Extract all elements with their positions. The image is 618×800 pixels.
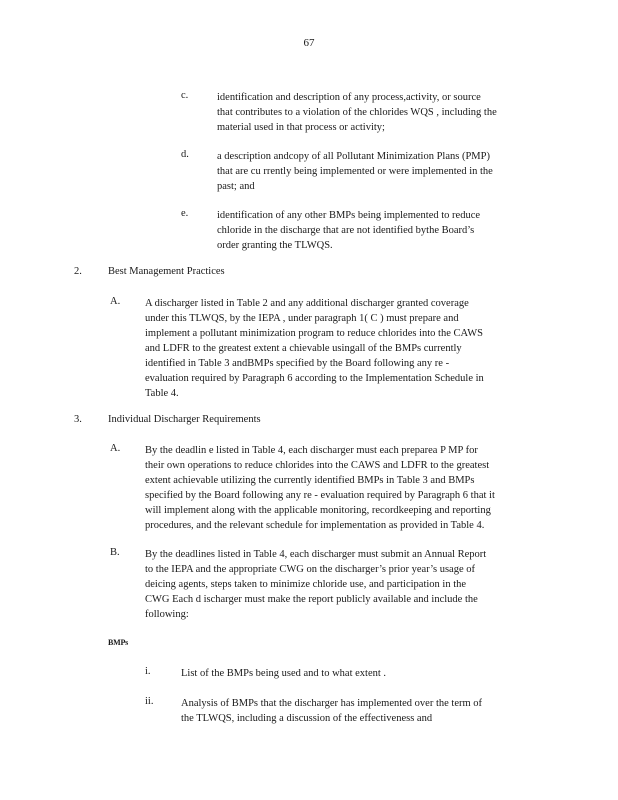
section-3-A-text <box>145 443 495 533</box>
item-marker-e: e. <box>181 208 189 219</box>
page-number: 67 <box>303 37 315 49</box>
text-line: Table 4. <box>145 388 179 399</box>
section-3-B-marker: B. <box>110 547 120 558</box>
text-line: the TLWQS, including a discussion of the effectiveness and <box>181 713 433 724</box>
text-line: will implement along with the applicable monitoring, recordkeeping and reporting <box>145 505 491 516</box>
section-3-B-text <box>145 547 486 622</box>
text-line: identification and description of any process,activity, or source <box>217 92 481 103</box>
text-line: CWG Each d ischarger must make the report publicly available and include the <box>145 594 478 605</box>
text-line: List of the BMPs being used and to what extent . <box>181 668 387 679</box>
item-marker-d: d. <box>181 149 189 160</box>
section-2-title: Best Management Practices <box>108 266 225 277</box>
section-2-number: 2. <box>74 266 82 277</box>
text-line: evaluation required by Paragraph 6 according to the Implementation Schedule in <box>145 373 484 384</box>
section-3-number: 3. <box>74 414 82 425</box>
text-line: implement a pollutant minimization program to reduce chlorides into the CAWS <box>145 328 483 339</box>
text-line: that contributes to a violation of the chlorides WQS , including the <box>217 107 497 118</box>
text-line: material used in that process or activity; <box>217 122 385 133</box>
item-marker-c: c. <box>181 90 189 101</box>
text-line: A discharger listed in Table 2 and any additional discharger granted coverage <box>145 298 469 309</box>
text-line: identified in Table 3 andBMPs specified by the Board following any re - <box>145 358 450 369</box>
text-line: extent achievable utilizing the currently identified BMPs in Table 3 and BMPs <box>145 475 475 486</box>
roman-item-marker-i: i. <box>145 666 151 677</box>
section-2-A-marker: A. <box>110 296 121 307</box>
text-line: a description andcopy of all Pollutant Minimization Plans (PMP) <box>217 151 490 162</box>
text-line: By the deadlin e listed in Table 4, each discharger must each preparea P MP for <box>145 445 478 456</box>
section-2-A-text <box>145 296 484 401</box>
bmps-label: BMPs <box>108 638 129 647</box>
text-line: and LDFR to the greatest extent a chievable usingall of the BMPs currently <box>145 343 462 354</box>
text-line: order granting the TLWQS. <box>217 240 333 251</box>
text-line: specified by the Board following any re - evaluation required by Paragraph 6 that it <box>145 490 495 501</box>
text-line: chloride in the discharge that are not identified bythe Board’s <box>217 225 475 236</box>
text-line: deicing agents, steps taken to minimize chloride use, and participation in the <box>145 579 467 590</box>
text-line: to the IEPA and the appropriate CWG on the discharger’s prior year’s usage of <box>145 564 475 575</box>
text-line: under this TLWQS, by the IEPA , under paragraph 1( C ) must prepare and <box>145 313 459 324</box>
roman-item-ii-text <box>181 696 482 726</box>
text-line: that are cu rrently being implemented or were implemented in the <box>217 166 493 177</box>
text-line: procedures, and the relevant schedule for implementation as provided in Table 4. <box>145 520 485 531</box>
section-3-A-marker: A. <box>110 443 121 454</box>
text-line: identification of any other BMPs being implemented to reduce <box>217 210 481 221</box>
item-d-text <box>217 149 493 194</box>
item-c-text <box>217 90 497 135</box>
roman-item-marker-ii: ii. <box>145 696 154 707</box>
text-line: Analysis of BMPs that the discharger has implemented over the term of <box>181 698 483 709</box>
text-line: past; and <box>217 181 255 192</box>
item-e-text <box>217 208 480 253</box>
text-line: following: <box>145 609 189 620</box>
section-3-title: Individual Discharger Requirements <box>108 414 261 425</box>
text-line: their own operations to reduce chlorides into the CAWS and LDFR to the greatest <box>145 460 490 471</box>
text-line: By the deadlines listed in Table 4, each discharger must submit an Annual Report <box>145 549 487 560</box>
roman-item-i-text <box>181 666 386 681</box>
